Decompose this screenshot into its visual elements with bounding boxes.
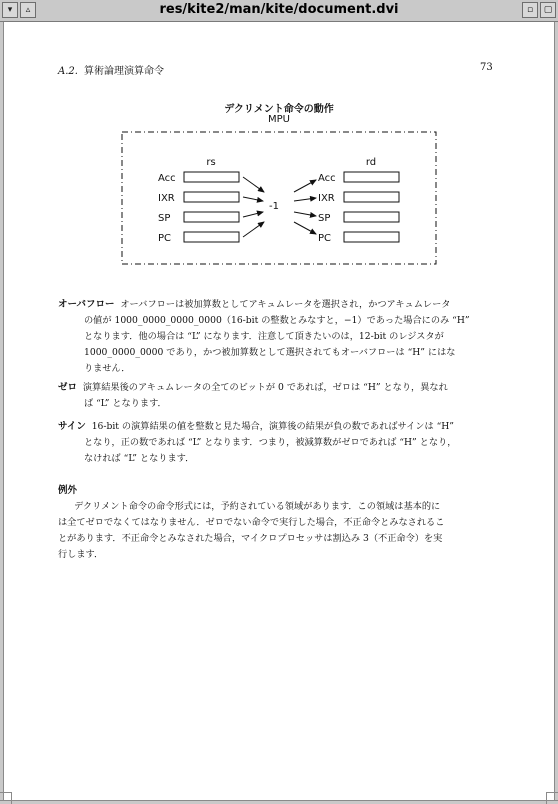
arrow-in-sp: [243, 212, 263, 217]
sign-line-3: なければ “L” となります．: [84, 453, 195, 464]
window-title: res/kite2/man/kite/document.dvi: [159, 2, 399, 17]
exception-heading: 例外: [58, 485, 78, 496]
exception-line-2: は全てゼロでなくてはなりません．ゼロでない命令で実行した場合，不正命令とみなされるこ: [58, 517, 445, 528]
section-title: 算術論理演算命令: [83, 66, 164, 77]
flag-term-sign: サイン: [58, 421, 86, 432]
overflow-line-3: となります．他の場合は “L” になります．注意して頂きたいのは，12-bit のレジスタが: [84, 331, 444, 342]
operand-minus-one: -1: [269, 201, 279, 212]
zero-line-1: 演算結果後のアキュムレータの全てのビットが 0 であれば，ゼロは “H” となり，異なれ: [82, 382, 448, 393]
window-menu-button[interactable]: ▾: [2, 2, 18, 18]
rs-label: rs: [206, 157, 216, 168]
rd-register-ixr: [344, 192, 399, 202]
window-maximize-button[interactable]: ▢: [540, 2, 556, 18]
overflow-line: [58, 297, 500, 313]
rd-register-sp: [344, 212, 399, 222]
rs-register-acc: [184, 172, 239, 182]
flag-overflow-description: [58, 297, 500, 377]
flag-term-zero: ゼロ: [58, 382, 78, 393]
rs-register-ixr: [184, 192, 239, 202]
overflow-line-5: りません．: [84, 363, 131, 374]
rd-reg-label-pc: PC: [318, 233, 332, 244]
exception-line-4: 行します．: [58, 549, 104, 560]
zero-line-2: ば “L” となります．: [84, 398, 167, 409]
arrow-in-pc: [243, 222, 264, 237]
arrow-out-pc: [294, 222, 316, 234]
rs-reg-label-sp: SP: [158, 213, 171, 224]
overflow-line-2: の値が 1000_0000_0000_0000（16-bit の整数とみなすと，−1）であった場合にのみ “H”: [84, 315, 470, 326]
rs-reg-label-pc: PC: [158, 233, 172, 244]
page-number: 73: [480, 62, 493, 73]
rs-reg-label-ixr: IXR: [158, 193, 175, 204]
arrow-out-acc: [294, 180, 316, 192]
rd-register-pc: [344, 232, 399, 242]
flag-sign-description: [58, 419, 500, 467]
flag-term-overflow: オーバフロー: [58, 299, 115, 310]
rs-register-sp: [184, 212, 239, 222]
rd-reg-label-acc: Acc: [318, 173, 336, 184]
sign-line-1: 16-bit の演算結果の値を整数と見た場合，演算後の結果が負の数であればサインは “H”: [91, 421, 454, 432]
arrow-in-ixr: [243, 197, 263, 201]
exception-line-3: とがあります．不正命令とみなされた場合，マイクロプロセッサは割込み 3（不正命令）を実: [58, 533, 443, 544]
rd-register-acc: [344, 172, 399, 182]
exception-line-1: デクリメント命令の命令形式には，予約されている領域があります．この領域は基本的に: [74, 501, 441, 512]
overflow-line-4: 1000_0000_0000 であり，かつ被加算数として選択されてもオーバフローは “H” にはな: [84, 347, 456, 358]
sign-line-2: となり，正の数であれば “L” となります．つまり，被減算数がゼロであれば “H” となり，: [84, 437, 457, 448]
figure-subtitle: MPU: [268, 114, 290, 125]
window-minimize-button[interactable]: ▫: [522, 2, 538, 18]
flag-zero-description: [58, 380, 500, 412]
overflow-line-1: オーバフローは被加算数としてアキュムレータを選択され，かつアキュムレータ: [120, 299, 451, 310]
arrow-out-sp: [294, 212, 316, 216]
section-number: A.2.: [58, 66, 78, 77]
rd-label: rd: [365, 157, 377, 168]
arrow-in-acc: [243, 177, 264, 192]
exception-body: [58, 499, 500, 563]
rs-register-pc: [184, 232, 239, 242]
arrow-out-ixr: [294, 198, 316, 201]
rd-reg-label-sp: SP: [318, 213, 331, 224]
window-shade-button[interactable]: ▵: [20, 2, 36, 18]
rd-reg-label-ixr: IXR: [318, 193, 335, 204]
rs-reg-label-acc: Acc: [158, 173, 176, 184]
figure-title: デクリメント命令の動作: [224, 104, 334, 115]
